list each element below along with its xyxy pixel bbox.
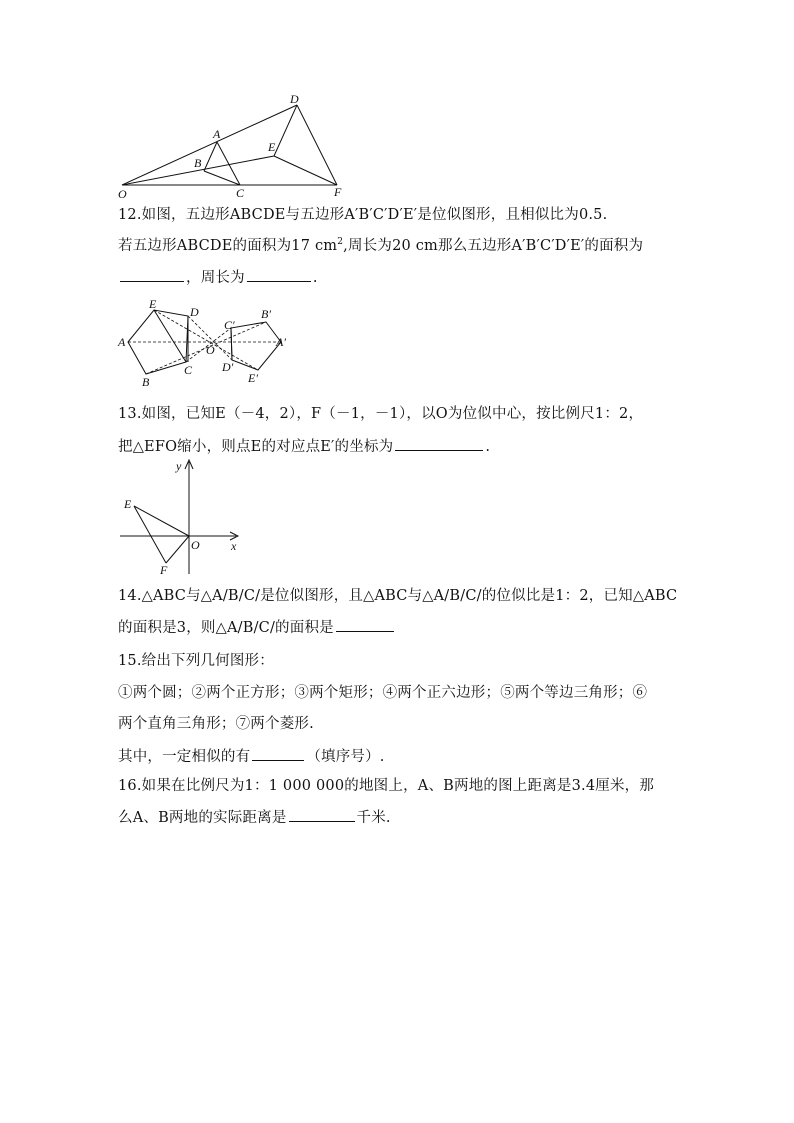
q14-line1: 14.△ABC与△A/B/C/是位似图形，且△ABC与△A/B/C/的位似比是1：2，已知△ABC	[118, 588, 678, 604]
label-D-prime: D′	[222, 360, 234, 374]
label-E-prime: E′	[248, 371, 258, 385]
answer-blank-distance[interactable]	[289, 807, 355, 822]
q15-line3: 两个直角三角形；⑦两个菱形.	[118, 716, 314, 732]
label-O: O	[118, 187, 127, 201]
label-E: E	[124, 497, 132, 511]
q16-line1: 16.如果在比例尺为1：1 000 000的地图上，A、B两地的图上距离是3.4厘米，那	[118, 778, 655, 794]
answer-blank-numbers[interactable]	[252, 746, 304, 761]
label-B-prime: B′	[261, 307, 271, 321]
label-C: C	[236, 186, 245, 200]
q12-line1: 12.如图，五边形ABCDE与五边形A′B′C′D′E′是位似图形，且相似比为0.5.	[118, 207, 608, 223]
label-A: A	[118, 335, 126, 349]
label-F: F	[334, 185, 342, 199]
answer-blank-area[interactable]	[120, 267, 184, 282]
q15-line2: ①两个圆；②两个正方形；③两个矩形；④两个正六边形；⑤两个等边三角形；⑥	[118, 685, 648, 701]
figure-triangles	[112, 90, 352, 202]
label-C-prime: C′	[224, 318, 235, 332]
q13-line2: 把△EFO缩小，则点E的对应点E′的坐标为 .	[118, 436, 490, 457]
q12-line3: ，周长为 .	[118, 267, 318, 288]
q15-line1: 15.给出下列几何图形：	[118, 653, 274, 669]
label-D: D	[190, 305, 199, 319]
label-x: x	[231, 539, 237, 553]
label-A-prime: A′	[276, 335, 286, 349]
label-O: O	[191, 538, 200, 552]
label-D: D	[290, 92, 299, 106]
label-A: A	[213, 127, 221, 141]
q15-line4: 其中，一定相似的有 （填序号）.	[118, 746, 385, 767]
figure-pentagons	[116, 296, 296, 388]
q12-line2: 若五边形ABCDE的面积为17 $cm^2$,周长为20 cm那么五边形A′B′C′D′E′的面积为	[118, 237, 644, 254]
answer-blank-coordinate[interactable]	[395, 436, 483, 451]
label-B: B	[142, 375, 150, 388]
figure-coordinate-plane	[112, 456, 246, 578]
label-C: C	[184, 363, 193, 377]
answer-blank-perimeter[interactable]	[247, 267, 311, 282]
label-E: E	[268, 140, 276, 154]
label-B: B	[194, 156, 202, 170]
answer-blank-area[interactable]	[336, 617, 394, 632]
q16-line2: 么A、B两地的实际距离是 千米.	[118, 807, 391, 828]
label-O: O	[206, 343, 215, 357]
label-y: y	[176, 459, 182, 473]
q14-line2: 的面积是3，则△A/B/C/的面积是	[118, 617, 396, 638]
q13-line1: 13.如图，已知E（－4，2），F（－1，－1），以O为位似中心，按比例尺1：2，	[118, 406, 644, 422]
label-F: F	[160, 563, 168, 577]
label-E: E	[149, 297, 157, 311]
